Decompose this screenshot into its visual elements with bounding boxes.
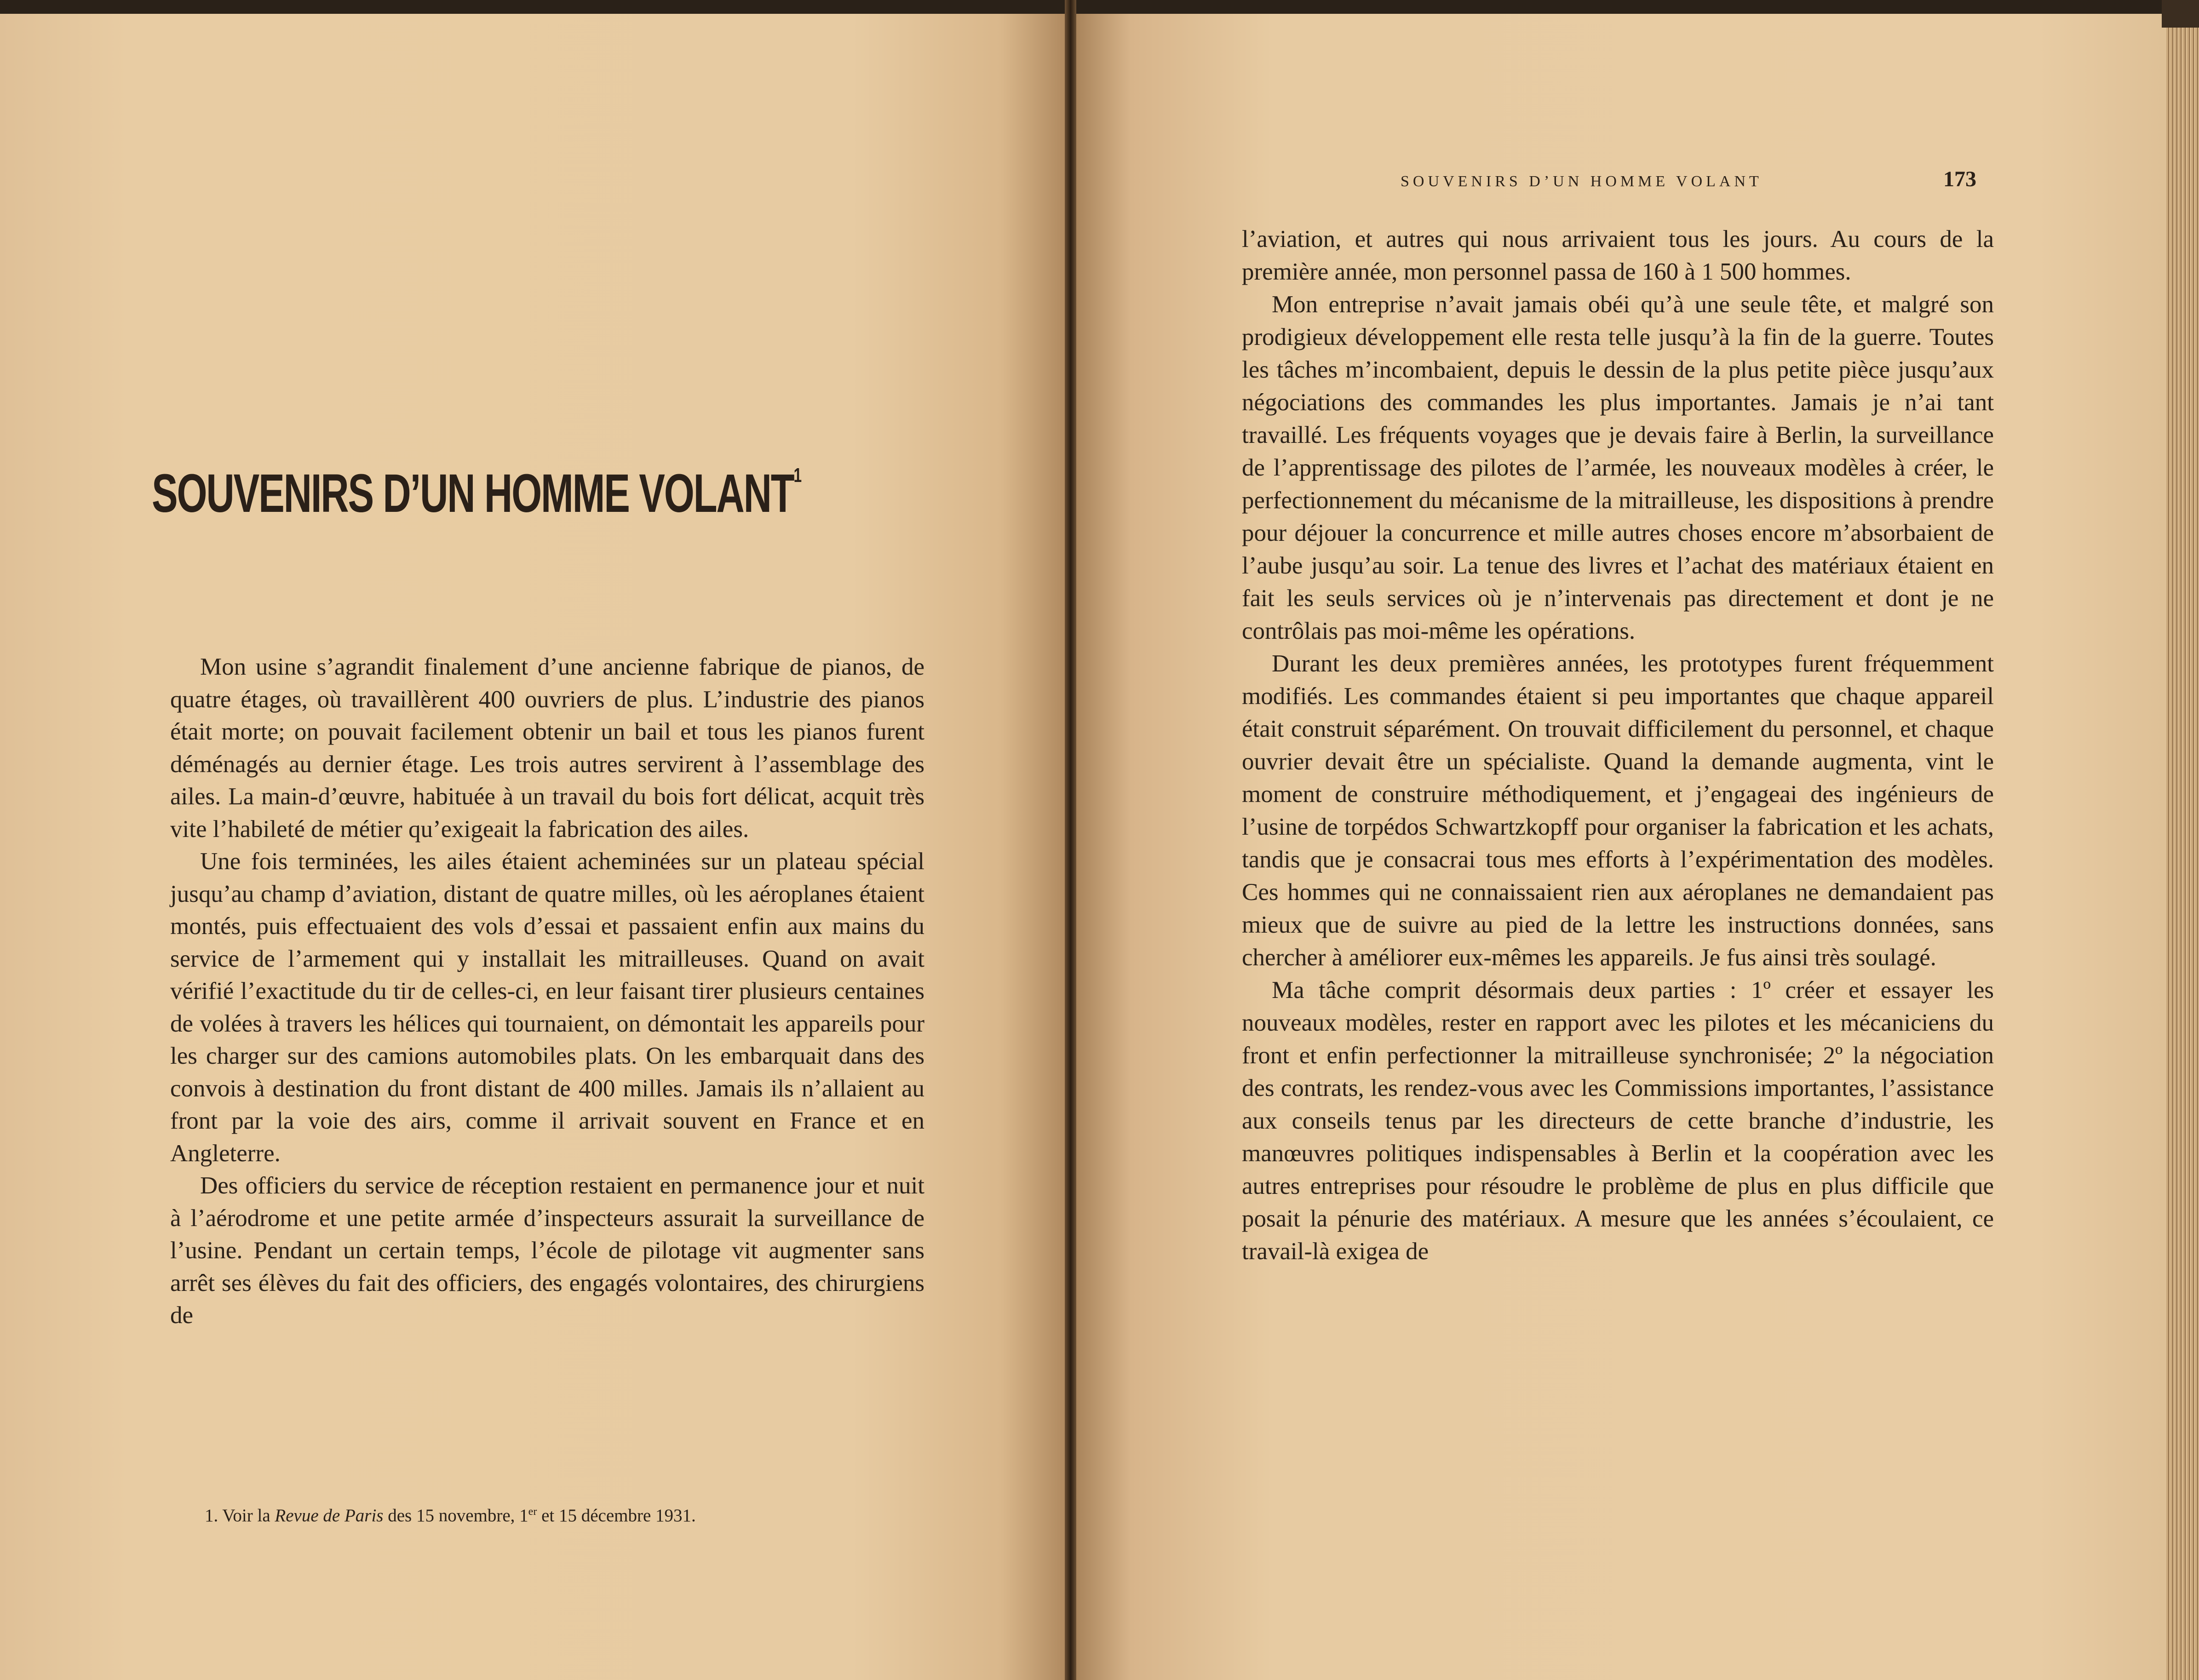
footnote-ordinal: er [528, 1506, 537, 1518]
paragraph: Mon usine s’agrandit finalement d’une ancienne fabrique de pianos, de quatre étages, où travaillèrent 400 ouvriers de plus. L’industrie des pianos était morte; on pouvait facilement obtenir un bail et tous les pianos furent déménagés au dernier étage. Les trois autres servirent à l’assemblage des ailes. La main-d’œuvre, habituée à un travail du bois fort délicat, acquit très vite l’habileté de métier qu’exigeait la fabrication des ailes. [170, 654, 924, 843]
paragraph: Durant les deux premières années, les prototypes furent fréquemment modifiés. Les commandes étaient si peu importantes que chaque appareil était construit séparément. On trouvait difficilement du personnel, et chaque ouvrier devait être un spécialiste. Quand la demande augmenta, vint le moment de construire méthodiquement, et j’engageai des ingénieurs de l’usine de torpédos Schwartzkopff pour organiser la fabrication et les achats, tandis que je consacrai tous mes efforts à l’expérimentation des modèles. Ces hommes qui ne connaissaient rien aux aéroplanes ne demandaient pas mieux que de suivre au pied de la lettre les instructions données, sans chercher à améliorer eux-mêmes les appareils. Je fus ainsi très soulagé. [1242, 650, 1994, 971]
book-cover-corner [2162, 0, 2199, 28]
chapter-title-text: SOUVENIRS D’UN HOMME VOLANT [152, 463, 794, 524]
paragraph: Ma tâche comprit désormais deux parties : 1º créer et essayer les nouveaux modèles, rester en rapport avec les pilotes et les mécaniciens du front et enfin perfectionner la mitrailleuse synchronisée; 2º la négociation des contrats, les rendez-vous avec les Commissions importantes, l’assistance aux conseils tenus par les directeurs de cette branche d’industrie, les manœuvres politiques indispensables à Berlin et la coopération avec les autres entreprises pour résoudre le problème de plus en plus difficile que posait la pénurie des matériaux. A mesure que les années s’écoulaient, ce travail-là exigea de [1242, 977, 1994, 1265]
left-page-body [170, 651, 924, 1332]
running-head: SOUVENIRS D’UN HOMME VOLANT [1401, 173, 1763, 190]
continued-paragraph: l’aviation, et autres qui nous arrivaient tous les jours. Au cours de la première année, mon personnel passa de 160 à 1 500 hommes. [1242, 226, 1994, 285]
footnote-prefix: 1. Voir la [205, 1506, 275, 1525]
paragraph: Des officiers du service de réception restaient en permanence jour et nuit à l’aérodrome et une petite armée d’inspecteurs assurait la surveillance de l’usine. Pendant un certain temps, l’école de pilotage vit augmenter sans arrêt ses élèves du fait des officiers, des engagés volontaires, des chirurgiens de [170, 1172, 924, 1329]
page-edges [2166, 9, 2199, 1680]
footnote-suffix: et 15 décembre 1931. [537, 1506, 696, 1525]
footnote-journal-title: Revue de Paris [275, 1506, 384, 1525]
footnote-marker: 1 [793, 464, 801, 487]
footnote [205, 1500, 941, 1527]
page-number: 173 [1943, 167, 1976, 191]
footnote-middle: des 15 novembre, 1 [383, 1506, 528, 1525]
book-gutter [1065, 0, 1076, 1680]
paragraph: Une fois terminées, les ailes étaient acheminées sur un plateau spécial jusqu’au champ d’aviation, distant de quatre milles, où les aéroplanes étaient montés, puis effectuaient des vols d’essai et passaient enfin aux mains du service de l’armement qui y installait les mitrailleuses. Quand on avait vérifié l’exactitude du tir de celles-ci, en leur faisant tirer plusieurs centaines de volées à travers les hélices qui tournaient, on démontait les appareils pour les charger sur des camions automobiles plats. On les embarquait dans des convois à destination du front distant de 400 milles. Jamais ils n’allaient au front par la voie des airs, comme il arrivait souvent en France et en Angleterre. [170, 848, 924, 1167]
paragraph: Mon entreprise n’avait jamais obéi qu’à une seule tête, et malgré son prodigieux développement elle resta telle jusqu’à la fin de la guerre. Toutes les tâches m’incombaient, depuis le dessin de la plus petite pièce jusqu’aux négociations des commandes les plus importantes. Jamais je n’ai tant travaillé. Les fréquents voyages que je devais faire à Berlin, la surveillance de l’apprentissage des pilotes de l’armée, les nouveaux modèles à créer, le perfectionnement du mécanisme de la mitrailleuse, les dispositions à prendre pour déjouer la concurrence et mille autres choses encore m’absorbaient de l’aube jusqu’au soir. La tenue des livres et l’achat des matériaux étaient en fait les seuls services où je n’intervenais pas directement et dont je ne contrôlais pas moi-même les opérations. [1242, 291, 1994, 644]
right-page-body [1242, 223, 1994, 1268]
chapter-title [152, 462, 947, 525]
